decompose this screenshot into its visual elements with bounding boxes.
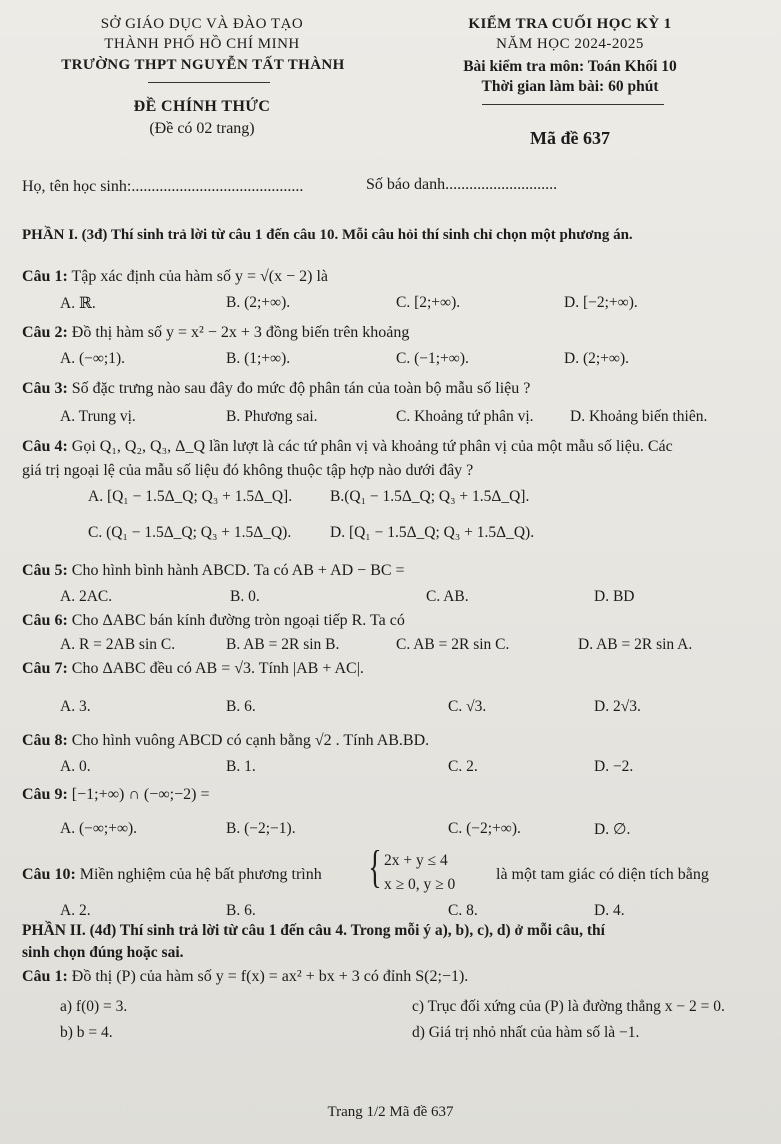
q1-option-c[interactable]: C. [2;+∞). (396, 294, 461, 311)
dept-line-2: THÀNH PHỐ HỒ CHÍ MINH (104, 36, 300, 52)
part2-question-1 (22, 968, 468, 986)
question-label: Câu 5: (22, 562, 68, 579)
question-text: [−1;+∞) ∩ (−∞;−2) = (71, 786, 210, 803)
q6-option-d[interactable]: D. AB = 2R sin A. (578, 636, 693, 653)
q3-option-b[interactable]: B. Phương sai. (226, 408, 318, 425)
question-4-continued: giá trị ngoại lệ của mẫu số liệu đó không thuộc tập hợp nào dưới đây ? (22, 462, 474, 479)
question-label: Câu 6: (22, 612, 68, 629)
question-text: Tập xác định của hàm số y = √(x − 2) là (71, 268, 329, 285)
q4-option-b[interactable]: B.(Q₁ − 1.5Δ_Q; Q₃ + 1.5Δ_Q]. (330, 488, 530, 505)
q3-option-d[interactable]: D. Khoảng biến thiên. (570, 408, 708, 425)
system-inequality-2: x ≥ 0, y ≥ 0 (384, 876, 456, 893)
part1-title: PHẦN I. (3đ) Thí sinh trả lời từ câu 1 đến câu 10. Mỗi câu hỏi thí sinh chỉ chọn một phương án. (22, 227, 633, 243)
question-5 (22, 562, 405, 580)
system-inequality-1: 2x + y ≤ 4 (384, 852, 448, 869)
statement-b[interactable]: b) b = 4. (60, 1024, 113, 1041)
q2-option-d[interactable]: D. (2;+∞). (564, 350, 629, 367)
school-year: NĂM HỌC 2024-2025 (496, 36, 644, 52)
system-brace: { (368, 841, 382, 892)
student-name-field: Họ, tên học sinh:........................................... (22, 178, 304, 195)
question-text: Cho ΔABC đều có AB = √3. Tính |AB + AC|. (71, 660, 364, 677)
q1-option-b[interactable]: B. (2;+∞). (226, 294, 291, 311)
duration-line: Thời gian làm bài: 60 phút (481, 78, 659, 95)
q5-option-c[interactable]: C. AB. (426, 588, 469, 605)
question-text: Đồ thị hàm số y = x² − 2x + 3 đồng biến trên khoảng (71, 324, 410, 341)
question-10 (22, 866, 322, 884)
question-text: Đồ thị (P) của hàm số y = f(x) = ax² + bx + 3 có đỉnh S(2;−1). (71, 968, 469, 985)
question-text: Cho hình bình hành ABCD. Ta có AB + AD − BC = (71, 562, 405, 579)
question-8 (22, 732, 429, 750)
q2-option-a[interactable]: A. (−∞;1). (60, 350, 125, 367)
q2-option-c[interactable]: C. (−1;+∞). (396, 350, 469, 367)
q5-option-a[interactable]: A. 2AC. (60, 588, 113, 605)
question-label: Câu 9: (22, 786, 68, 803)
q4-option-a[interactable]: A. [Q₁ − 1.5Δ_Q; Q₃ + 1.5Δ_Q]. (88, 488, 293, 505)
question-label: Câu 10: (22, 866, 76, 883)
q10-option-a[interactable]: A. 2. (60, 902, 91, 919)
q3-option-c[interactable]: C. Khoảng tứ phân vị. (396, 408, 534, 425)
q9-option-d[interactable]: D. ∅. (594, 821, 631, 838)
page-footer: Trang 1/2 Mã đề 637 (327, 1104, 454, 1120)
question-label: Câu 4: (22, 438, 68, 455)
q8-option-d[interactable]: D. −2. (594, 758, 634, 775)
q9-option-a[interactable]: A. (−∞;+∞). (60, 820, 138, 837)
question-label: Câu 2: (22, 324, 68, 341)
question-label: Câu 3: (22, 380, 68, 397)
q8-option-b[interactable]: B. 1. (226, 758, 256, 775)
question-9 (22, 786, 209, 804)
school-name: TRƯỜNG THPT NGUYỄN TẤT THÀNH (61, 57, 345, 73)
q1-option-a[interactable]: A. ℝ. (60, 295, 96, 312)
q2-option-b[interactable]: B. (1;+∞). (226, 350, 291, 367)
q7-option-a[interactable]: A. 3. (60, 698, 91, 715)
question-label: Câu 7: (22, 660, 68, 677)
q7-option-c[interactable]: C. √3. (448, 698, 487, 715)
question-text: Số đặc trưng nào sau đây đo mức độ phân tán của toàn bộ mẫu số liệu ? (71, 380, 531, 397)
statement-d[interactable]: d) Giá trị nhỏ nhất của hàm số là −1. (412, 1024, 640, 1041)
statement-a[interactable]: a) f(0) = 3. (60, 998, 128, 1015)
question-label: Câu 1: (22, 968, 68, 985)
q9-option-b[interactable]: B. (−2;−1). (226, 820, 296, 837)
q10-option-b[interactable]: B. 6. (226, 902, 256, 919)
q8-option-c[interactable]: C. 2. (448, 758, 478, 775)
q6-option-c[interactable]: C. AB = 2R sin C. (396, 636, 510, 653)
q6-option-b[interactable]: B. AB = 2R sin B. (226, 636, 340, 653)
q9-option-c[interactable]: C. (−2;+∞). (448, 820, 521, 837)
part2-title-continued: sinh chọn đúng hoặc sai. (22, 944, 184, 961)
question-text: Miền nghiệm của hệ bất phương trình (79, 866, 322, 883)
subject-line: Bài kiểm tra môn: Toán Khối 10 (463, 58, 677, 75)
question-6 (22, 612, 405, 630)
exam-title: KIỂM TRA CUỐI HỌC KỲ 1 (468, 16, 672, 32)
question-3 (22, 380, 530, 398)
question-text: Cho hình vuông ABCD có cạnh bằng √2 . Tính AB.BD. (71, 732, 430, 749)
header-divider-right (482, 104, 664, 105)
dept-line-1: SỞ GIÁO DỤC VÀ ĐÀO TẠO (100, 16, 304, 32)
q6-option-a[interactable]: A. R = 2AB sin C. (60, 636, 176, 653)
q10-option-c[interactable]: C. 8. (448, 902, 478, 919)
q5-option-b[interactable]: B. 0. (230, 588, 260, 605)
part2-title: PHẦN II. (4đ) Thí sinh trả lời từ câu 1 đến câu 4. Trong mỗi ý a), b), c), d) ở mỗi câu, thí (22, 922, 605, 939)
q8-option-a[interactable]: A. 0. (60, 758, 91, 775)
question-1 (22, 268, 328, 286)
q4-option-d[interactable]: D. [Q₁ − 1.5Δ_Q; Q₃ + 1.5Δ_Q). (330, 524, 535, 541)
question-4 (22, 438, 673, 456)
question-10-continued: là một tam giác có diện tích bằng (496, 866, 709, 883)
exam-code: Mã đề 637 (530, 128, 610, 148)
statement-c[interactable]: c) Trục đối xứng của (P) là đường thẳng x − 2 = 0. (412, 998, 725, 1015)
pages-note: (Đề có 02 trang) (149, 120, 255, 137)
question-text: Cho ΔABC bán kính đường tròn ngoại tiếp R. Ta có (71, 612, 405, 629)
question-7 (22, 660, 364, 678)
q5-option-d[interactable]: D. BD (594, 588, 635, 605)
q3-option-a[interactable]: A. Trung vị. (60, 408, 136, 425)
header-divider-left (148, 82, 270, 83)
question-label: Câu 8: (22, 732, 68, 749)
q10-option-d[interactable]: D. 4. (594, 902, 625, 919)
question-2 (22, 324, 409, 342)
student-id-field: Số báo danh............................ (366, 176, 558, 193)
official-label: ĐỀ CHÍNH THỨC (133, 98, 271, 115)
q4-option-c[interactable]: C. (Q₁ − 1.5Δ_Q; Q₃ + 1.5Δ_Q). (88, 524, 292, 541)
q7-option-b[interactable]: B. 6. (226, 698, 256, 715)
q1-option-d[interactable]: D. [−2;+∞). (564, 294, 638, 311)
question-label: Câu 1: (22, 268, 68, 285)
q7-option-d[interactable]: D. 2√3. (594, 698, 641, 715)
question-text: Gọi Q₁, Q₂, Q₃, Δ_Q lần lượt là các tứ phân vị và khoảng tứ phân vị của một mẫu số liệu. Các (71, 438, 673, 455)
